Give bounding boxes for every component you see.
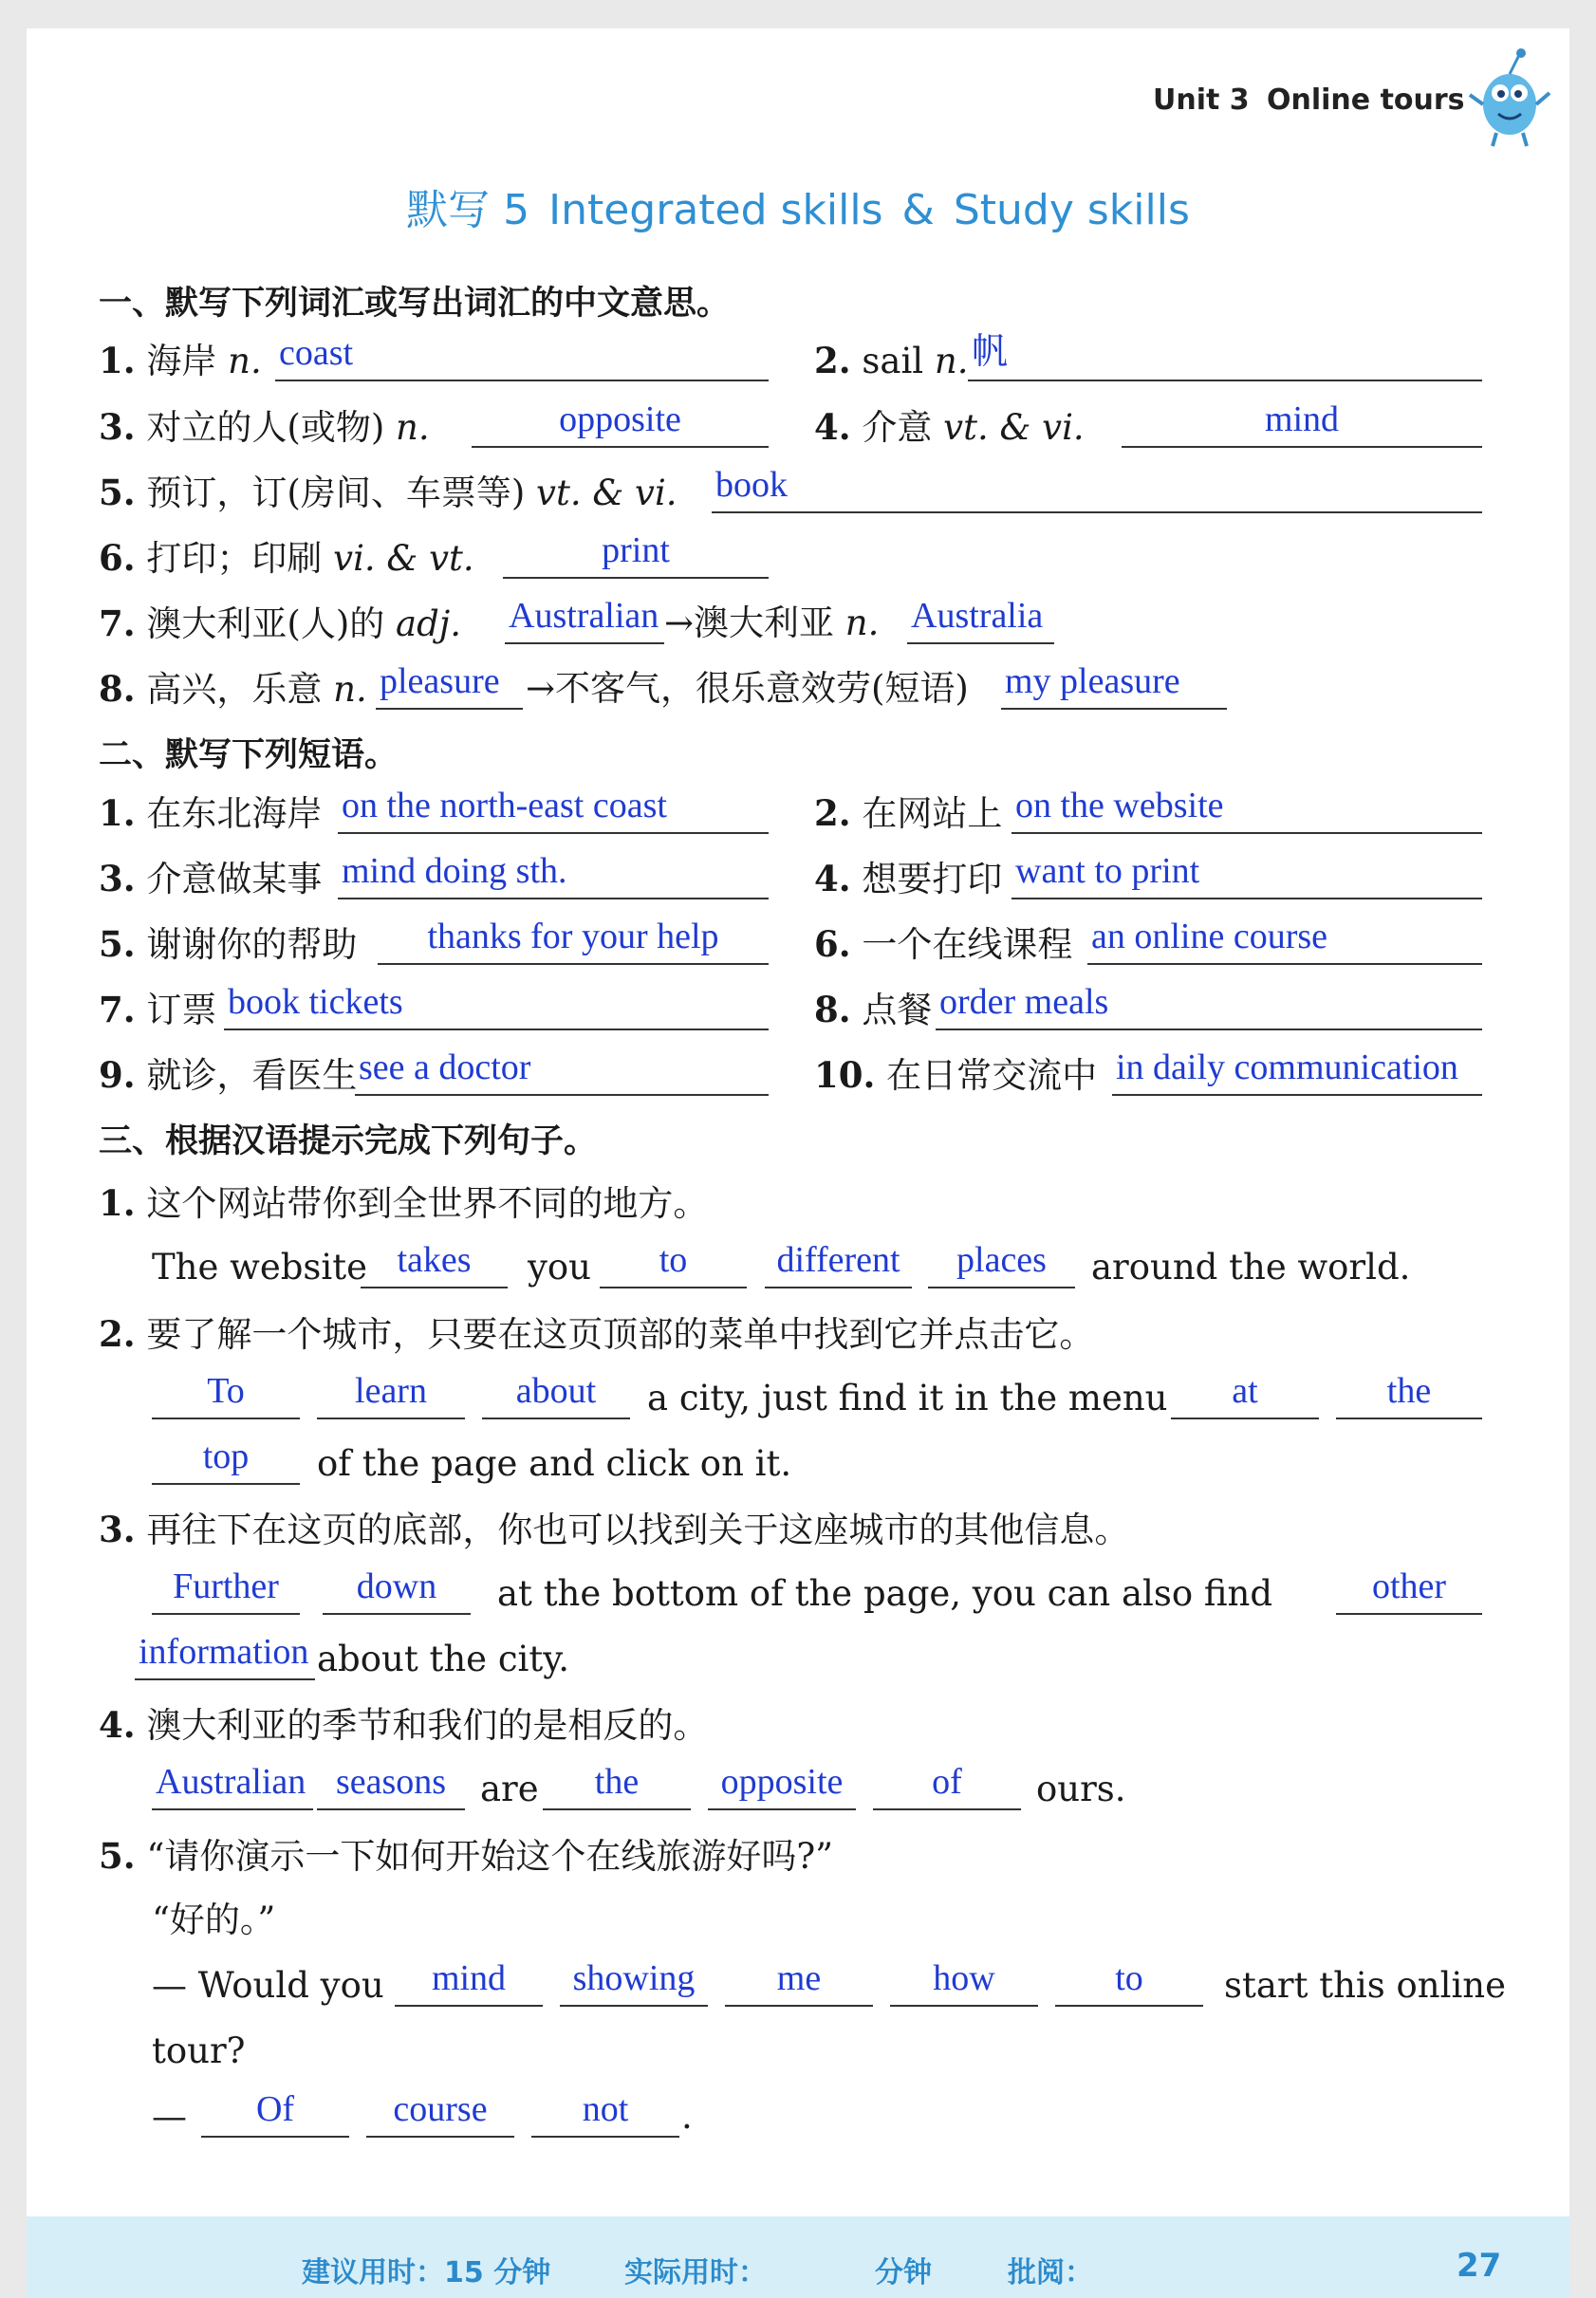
page-number: 27: [1457, 2247, 1502, 2285]
page-title: 默写 5 Integrated skills & Study skills: [406, 186, 1190, 234]
footer-bar: [27, 2216, 1569, 2298]
phrase-item-5: 5. 谢谢你的帮助: [99, 923, 358, 965]
section-heading-phrases: 二、默写下列短语。: [99, 736, 399, 774]
answer-blank[interactable]: Further: [152, 1567, 300, 1615]
answer-blank[interactable]: on the north-east coast: [338, 787, 769, 834]
answer-blank[interactable]: information: [135, 1633, 315, 1680]
answer-blank[interactable]: my pleasure: [1001, 662, 1227, 710]
answer-blank[interactable]: book: [712, 466, 1482, 513]
answer-blank[interactable]: an online course: [1087, 917, 1482, 965]
answer-blank[interactable]: seasons: [317, 1763, 465, 1810]
vocab-item-7-derived: →澳大利亚 n.: [664, 602, 880, 643]
phrase-item-3: 3. 介意做某事: [99, 858, 323, 899]
vocab-item-5: 5. 预订，订(房间、车票等) vt. & vi.: [99, 472, 677, 513]
answer-blank[interactable]: showing: [560, 1959, 708, 2007]
vocab-item-3: 3. 对立的人(或物) n.: [99, 406, 430, 448]
vocab-item-4: 4. 介意 vt. & vi.: [814, 406, 1085, 448]
answer-blank[interactable]: print: [503, 531, 769, 579]
answer-blank[interactable]: not: [531, 2090, 679, 2138]
sentence-q5-text: — Would you: [152, 1965, 384, 2006]
phrase-item-10: 10. 在日常交流中: [814, 1054, 1098, 1096]
answer-blank[interactable]: course: [366, 2090, 514, 2138]
sentence-q5-text: .: [681, 2096, 693, 2137]
answer-blank[interactable]: how: [890, 1959, 1038, 2007]
vocab-item-2: 2. sail n.: [814, 340, 969, 381]
answer-blank[interactable]: opposite: [472, 400, 769, 448]
answer-blank[interactable]: Australia: [907, 597, 1054, 644]
phrase-item-9: 9. 就诊，看医生: [99, 1054, 358, 1096]
answer-blank[interactable]: about: [482, 1372, 630, 1419]
suggested-time: 建议用时：15 分钟: [302, 2256, 551, 2289]
vocab-item-8: 8. 高兴，乐意 n.: [99, 668, 367, 710]
answer-blank[interactable]: Australian: [505, 597, 664, 644]
review-label: 批阅：: [1008, 2256, 1093, 2289]
sentence-q5-prompt-reply: “好的。”: [152, 1900, 276, 1940]
answer-blank[interactable]: in daily communication: [1112, 1048, 1482, 1096]
answer-blank[interactable]: Of: [201, 2090, 349, 2138]
answer-blank[interactable]: thanks for your help: [378, 917, 769, 965]
answer-blank[interactable]: to: [1055, 1959, 1203, 2007]
answer-blank[interactable]: different: [765, 1241, 912, 1288]
sentence-q4-text: ours.: [1036, 1769, 1126, 1809]
sentence-q5-text: start this online: [1224, 1965, 1507, 2006]
answer-blank[interactable]: of: [873, 1763, 1021, 1810]
section-heading-sentences: 三、根据汉语提示完成下列句子。: [99, 1122, 598, 1160]
phrase-item-8: 8. 点餐: [814, 989, 933, 1030]
answer-blank[interactable]: mind: [395, 1959, 543, 2007]
answer-blank[interactable]: coast: [275, 334, 769, 381]
answer-blank[interactable]: mind doing sth.: [338, 852, 769, 899]
phrase-item-2: 2. 在网站上: [814, 792, 1003, 834]
sentence-q3-text: about the city.: [317, 1639, 570, 1679]
unit-title: Online tours: [1267, 83, 1465, 117]
answer-blank[interactable]: To: [152, 1372, 300, 1419]
answer-blank[interactable]: pleasure: [376, 662, 523, 710]
sentence-q5-prompt: 5. “请你演示一下如何开始这个在线旅游好吗?”: [99, 1835, 834, 1877]
vocab-item-1: 1. 海岸 n.: [99, 340, 262, 381]
sentence-q1-text: you: [528, 1247, 592, 1288]
actual-time-label: 实际用时：: [624, 2256, 767, 2289]
sentence-q5-text: tour?: [152, 2030, 246, 2071]
vocab-item-7: 7. 澳大利亚(人)的 adj.: [99, 602, 462, 644]
answer-blank[interactable]: down: [323, 1567, 471, 1615]
sentence-q5-text: —: [152, 2096, 187, 2137]
unit-label: Unit 3: [1153, 83, 1250, 117]
answer-blank[interactable]: learn: [317, 1372, 465, 1419]
sentence-q2-text: of the page and click on it.: [317, 1443, 792, 1484]
vocab-item-6: 6. 打印；印刷 vi. & vt.: [99, 537, 474, 579]
answer-blank[interactable]: to: [600, 1241, 747, 1288]
sentence-q4-text: are: [480, 1769, 539, 1809]
sentence-q3-text: at the bottom of the page, you can also find: [497, 1573, 1273, 1614]
sentence-q1-prompt: 1. 这个网站带你到全世界不同的地方。: [99, 1182, 709, 1224]
answer-blank[interactable]: 帆: [968, 334, 1482, 381]
robot-mascot-icon: [1466, 46, 1553, 150]
sentence-q2-prompt: 2. 要了解一个城市，只要在这页顶部的菜单中找到它并点击它。: [99, 1313, 1095, 1355]
phrase-item-6: 6. 一个在线课程: [814, 923, 1073, 965]
phrase-item-1: 1. 在东北海岸: [99, 792, 323, 834]
answer-blank[interactable]: on the website: [1011, 787, 1482, 834]
sentence-q2-text: a city, just find it in the menu: [647, 1378, 1168, 1418]
answer-blank[interactable]: the: [543, 1763, 691, 1810]
sentence-q1-text: The website: [152, 1247, 368, 1288]
answer-blank[interactable]: opposite: [708, 1763, 856, 1810]
answer-blank[interactable]: other: [1336, 1567, 1482, 1615]
answer-blank[interactable]: order meals: [936, 983, 1482, 1030]
answer-blank[interactable]: book tickets: [224, 983, 769, 1030]
answer-blank[interactable]: at: [1171, 1372, 1319, 1419]
answer-blank[interactable]: want to print: [1011, 852, 1482, 899]
vocab-item-8-derived: →不客气，很乐意效劳(短语): [526, 668, 969, 709]
answer-blank[interactable]: mind: [1122, 400, 1482, 448]
sentence-q1-text: around the world.: [1091, 1247, 1411, 1288]
phrase-item-4: 4. 想要打印: [814, 858, 1003, 899]
answer-blank[interactable]: see a doctor: [355, 1048, 769, 1096]
sentence-q3-prompt: 3. 再往下在这页的底部，你也可以找到关于这座城市的其他信息。: [99, 1509, 1130, 1550]
answer-blank[interactable]: me: [725, 1959, 873, 2007]
answer-blank[interactable]: Australian: [152, 1763, 313, 1810]
phrase-item-7: 7. 订票: [99, 989, 217, 1030]
answer-blank[interactable]: places: [928, 1241, 1075, 1288]
minutes-label: 分钟: [875, 2256, 932, 2289]
sentence-q4-prompt: 4. 澳大利亚的季节和我们的是相反的。: [99, 1704, 709, 1746]
answer-blank[interactable]: takes: [361, 1241, 508, 1288]
answer-blank[interactable]: the: [1336, 1372, 1482, 1419]
answer-blank[interactable]: top: [152, 1437, 300, 1485]
section-heading-vocab: 一、默写下列词汇或写出词汇的中文意思。: [99, 285, 731, 323]
